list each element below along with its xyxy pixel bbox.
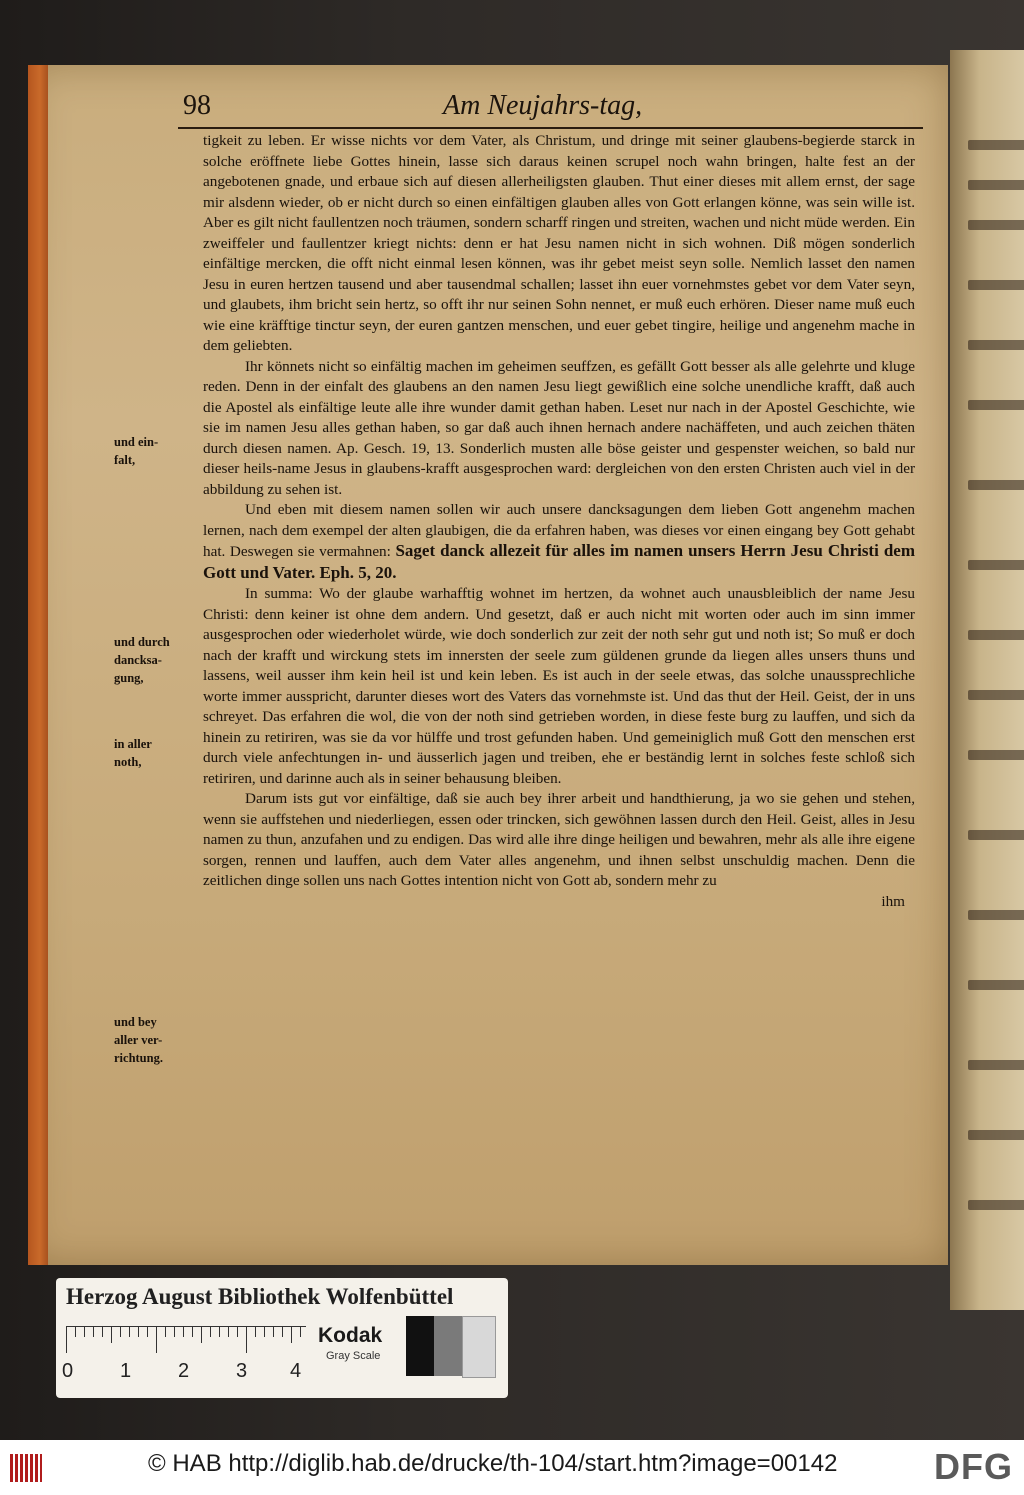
facing-text-line (968, 280, 1024, 290)
ruler-number: 1 (120, 1360, 132, 1382)
margin-note-line: und bey (114, 1015, 157, 1029)
catchword: ihm (881, 892, 905, 910)
facing-text-line (968, 830, 1024, 840)
facing-text-line (968, 180, 1024, 190)
facing-text-line (968, 1200, 1024, 1210)
ruler-number: 3 (236, 1360, 248, 1382)
facing-text-line (968, 560, 1024, 570)
copyright-url[interactable]: © HAB http://diglib.hab.de/drucke/th-104/start.htm?image=00142 (148, 1450, 838, 1477)
paragraph-2: Ihr könnets nicht so einfältig machen im geheimen seuffzen, es gefällt Gott besser als alle gelehrte und kluge reden. Denn in der einfalt des glaubens an den namen Jesu liegt gewißlich eine solche unendliche krafft, daß auch die Apostel als einfältige leute alle ihre wunder damit gethan haben. Leset nur nach in der Apostel Geschichte, wie sie im namen Jesu alles gethan haben, so gar daß auch ihnen hernach andere nachäffeten, und auch zeichen thäten durch diesen namen. Ap. Gesch. 19, 13. Sonderlich musten alle böse geister und gespenster weichen, so bald nur dieser heils-name Jesus in glaubens-krafft ausgesprochen ward: dergleichen von den ersten Christen auch viel in der abbildung zu sehen ist. (203, 357, 915, 498)
facing-text-line (968, 1060, 1024, 1070)
margin-note-line: dancksa- (114, 653, 162, 667)
ruler-tick (255, 1327, 256, 1337)
ruler-number: 0 (62, 1360, 74, 1382)
ruler-tick (183, 1327, 184, 1337)
running-title: Am Neujahrs-tag, (443, 90, 643, 121)
paragraph-5: Darum ists gut vor einfältige, daß sie auch bey ihrer arbeit und handthierung, ja wo sie gehen und stehen, wenn sie auffstehen und niederliegen, essen oder trincken, sich gewöhnen lassen durch den Heil. Geist, alles in Jesu namen zu thun, anzufahen und zu endigen. Das wird alle ihre dinge heiligen und bewahren, mehr als alle ihre eigene sorgen, rennen und lauffen, auch dem Vater alles angenehm, und ihnen selbst unschuldig machen. Denn die zeitlichen dinge sollen uns nach Gottes intention nicht von Gott ab, sondern mehr zu (203, 790, 915, 889)
ruler-tick (111, 1327, 112, 1343)
margin-note-line: falt, (114, 453, 136, 467)
book-page (28, 65, 948, 1265)
gray-scale-label: Gray Scale (326, 1350, 381, 1362)
kodak-logo: Kodak (318, 1324, 383, 1347)
header-rule (178, 127, 923, 129)
scripture-quote: Saget danck allezeit für alles im namen unsers Herrn Jesu Christi dem Gott und Vater. Eph. 5, 20. (203, 541, 916, 582)
library-name: Herzog August Bibliothek Wolfenbüttel (66, 1284, 454, 1309)
ruler-tick (84, 1327, 85, 1337)
facing-text-line (968, 1130, 1024, 1140)
ruler-tick (156, 1327, 157, 1353)
facing-text-line (968, 340, 1024, 350)
margin-note (114, 1013, 182, 1067)
ruler-tick (210, 1327, 211, 1337)
ruler-tick (282, 1327, 283, 1337)
ruler-tick (300, 1327, 301, 1337)
ruler-tick (246, 1327, 247, 1353)
ruler-number: 2 (178, 1360, 190, 1382)
color-reference-card (56, 1278, 508, 1398)
facing-text-line (968, 630, 1024, 640)
ruler-tick (66, 1327, 67, 1353)
hab-barcode-icon (10, 1454, 42, 1482)
margin-note (114, 735, 182, 771)
page-number: 98 (183, 90, 211, 121)
ruler-tick (93, 1327, 94, 1337)
margin-note-line: gung, (114, 671, 144, 685)
ruler-tick (147, 1327, 148, 1337)
facing-text-line (968, 690, 1024, 700)
facing-text-line (968, 750, 1024, 760)
margin-note-line: noth, (114, 755, 142, 769)
main-text (203, 131, 915, 912)
ruler-tick (219, 1327, 220, 1337)
facing-text-line (968, 140, 1024, 150)
ruler-tick (102, 1327, 103, 1337)
facing-text-line (968, 910, 1024, 920)
paragraph-3 (203, 500, 915, 584)
running-head (178, 90, 918, 130)
ruler-tick (228, 1327, 229, 1337)
facing-text-line (968, 980, 1024, 990)
margin-note-line: in aller (114, 737, 152, 751)
dfg-logo: DFG (934, 1446, 1013, 1487)
ruler-tick (237, 1327, 238, 1337)
margin-note-line: richtung. (114, 1051, 163, 1065)
ruler-tick (273, 1327, 274, 1337)
facing-page-edge (950, 50, 1024, 1310)
ruler-numbers (62, 1360, 322, 1386)
ruler-number: 4 (290, 1360, 302, 1382)
paragraph-1: tigkeit zu leben. Er wisse nichts vor dem Vater, als Christum, und dringe mit seiner glaubens-begierde starck in solche eröffnete liebe Gottes hinein, lasse sich daraus keinen scrupel noch wahn bringen, halte fest an der angebotenen gnade, und erbaue sich auf diesen allerheiligsten glauben. Thut einer dieses mit allem ernst, der sage mir alsdenn wieder, ob er nicht durch so einen einfältigen glauben alles von Gott erlangen könne, was sein wille ist. Aber es gilt nicht faullentzen noch träumen, sondern scharff ringen und streiten, wachen und nicht müde werden. Ein zweiffeler und faullentzer kriegt nichts: denn er hat Jesu namen nicht in sich wohnen. Diß mögen sonderlich einfältige mercken, die offt nicht einmal lesen können, was ihr gebet meist seyn solle. Nemlich lasset den namen Jesu in euren hertzen tausend und aber tausendmal schallen; lasset ihn euer vornehmstes gebet vor dem Vater seyn, und glaubets, ihm bricht sein hertz, so offt ihr nur seinen Sohn nennet, er muß euch erhören. Dieser name muß euch wie eine kräfftige tinctur seyn, der euren gantzen menschen, und euer gebet tingire, heilige und angenehm mache in dem geliebten. (203, 132, 915, 354)
facing-text-line (968, 400, 1024, 410)
paragraph-3-text: Und eben mit diesem namen sollen wir auch unsere dancksagungen dem lieben Gott angenehm machen lernen, nach dem exempel der alten glaubigen, die da erfahren haben, was dieses vor einen eingang bey Gott gehabt hat. Deswegen sie vermahnen: (203, 501, 915, 560)
facing-text-line (968, 220, 1024, 230)
page-gilt-edge (28, 65, 48, 1265)
ruler-scale (66, 1326, 306, 1357)
ruler-tick (138, 1327, 139, 1337)
margin-note-line: aller ver- (114, 1033, 163, 1047)
margin-note (114, 633, 182, 687)
ruler-tick (201, 1327, 202, 1343)
ruler-tick (192, 1327, 193, 1337)
ruler-tick (291, 1327, 292, 1343)
ruler-tick (174, 1327, 175, 1337)
margin-note-line: und durch (114, 635, 170, 649)
ruler-tick (75, 1327, 76, 1337)
ruler-tick (120, 1327, 121, 1337)
footer-bar (0, 1440, 1024, 1495)
ruler-tick (165, 1327, 166, 1337)
ruler-tick (264, 1327, 265, 1337)
margin-note (114, 433, 182, 469)
margin-note-line: und ein- (114, 435, 159, 449)
gray-swatch-mid (434, 1316, 462, 1376)
gray-swatch-light (462, 1316, 496, 1378)
ruler-tick (129, 1327, 130, 1337)
facing-text-line (968, 480, 1024, 490)
paragraph-4: In summa: Wo der glaube warhafftig wohnet im hertzen, da wohnet auch unausbleiblich der name Jesu Christi: denn keiner ist ohne dem andern. Und gesetzt, daß er auch nicht mit worten oder auch im sinn immer ausgesprochen oder wiederholet würde, wie doch sonderlich zur zeit der noth sehr gut und noth ist; So muß er doch nach der krafft und wirckung stets im innersten der seele zum güldenen grunde da liegen alles unsers thuns und lassens, weil ausser ihm kein heil ist und kein leben. Es ist auch in der seele etwas, das solche unaussprechliche worte immer ausspricht, darunter dieses wort des Vaters das vornehmste ist. Und das thut der Heil. Geist, der in uns schreyet. Das erfahren die wol, die von der noth sind getrieben worden, in diese feste burg zu lauffen, und sich da hinein zu retiriren, was sie da vor hülffe und trost gefunden haben. Und gemeiniglich muß Gott den menschen erst durch viele anfechtungen in- und äusserlich jagen und treiben, ehe er beständig lernt in solches feste schloß sich retiriren, und darinne auch als in seiner behausung bleiben. (203, 585, 915, 787)
gray-swatch-black (406, 1316, 434, 1376)
